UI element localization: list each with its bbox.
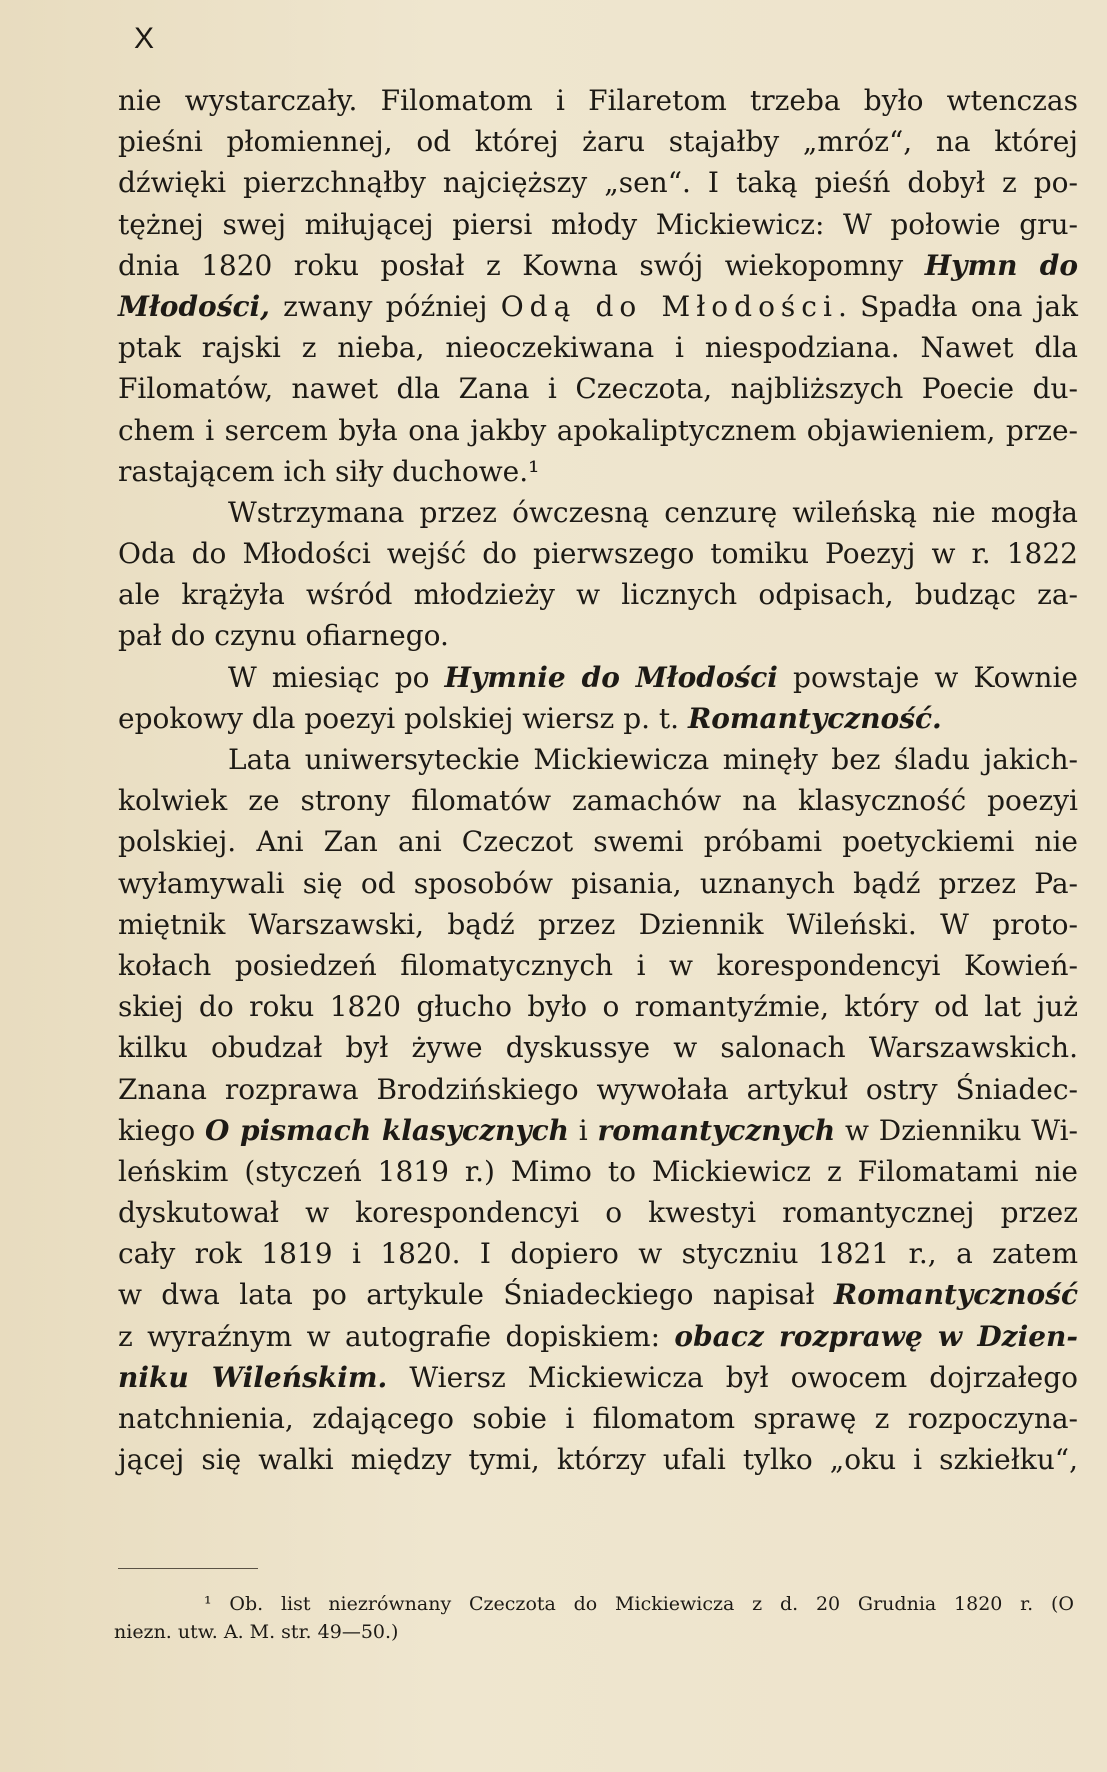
text-segment: kołach posiedzeń filomatycznych i w korespondencyi Kowień- (118, 948, 1078, 982)
text-segment: polskiej. Ani Zan ani Czeczot swemi próbami poetyckiemi nie (118, 825, 1078, 859)
text-segment: zwany później (269, 289, 501, 323)
text-segment: . Spadła ona jak (837, 289, 1078, 323)
text-segment: W miesiąc po (228, 660, 445, 694)
text-line (118, 863, 1078, 904)
text-segment: w dwa lata po artykule Śniadeckiego napisał (118, 1278, 834, 1312)
text-segment: kilku obudzał był żywe dyskussye w salonach Warszawskich. (118, 1031, 1078, 1065)
text-segment: miętnik Warszawski, bądź przez Dziennik Wileński. W proto- (118, 907, 1078, 941)
text-line (118, 657, 1078, 698)
text-line (118, 204, 1078, 245)
text-line (118, 1398, 1078, 1439)
text-segment: pieśni płomiennej, od której żaru stajałby „mróz“, na której (118, 125, 1078, 159)
text-line (118, 615, 1078, 656)
text-line (118, 821, 1078, 862)
text-segment: Znana rozprawa Brodzińskiego wywołała artykuł ostry Śniadec- (118, 1072, 1078, 1106)
text-line (118, 80, 1078, 121)
text-segment: Romantyczność (833, 1278, 1078, 1312)
text-segment: Romantyczność. (687, 701, 942, 735)
footnote-rule (118, 1568, 258, 1569)
footnote-line: niezn. utw. A. M. str. 49—50.) (114, 1621, 399, 1643)
text-line (118, 945, 1078, 986)
text-segment: chem i sercem była ona jakby apokaliptycznem objawieniem, prze- (118, 413, 1078, 447)
text-segment: O pismach klasycznych (205, 1113, 570, 1147)
text-line (118, 1069, 1078, 1110)
text-segment: leńskim (styczeń 1819 r.) Mimo to Mickiewicz z Filomatami nie (118, 1154, 1078, 1188)
text-line (118, 533, 1078, 574)
text-line (118, 327, 1078, 368)
text-line (118, 780, 1078, 821)
footnote (114, 1590, 1074, 1646)
text-segment: Wstrzymana przez ówczesną cenzurę wileńską nie mogła (228, 495, 1078, 529)
text-line (118, 1439, 1078, 1480)
text-line (118, 492, 1078, 533)
text-line (118, 368, 1078, 409)
text-segment: Odą do Młodości (500, 289, 838, 323)
text-segment: powstaje w Kownie (777, 660, 1078, 694)
text-line (118, 1357, 1078, 1398)
text-line (118, 698, 1078, 739)
text-segment: Młodości, (118, 289, 270, 323)
text-segment: cały rok 1819 i 1820. I dopiero w styczniu 1821 r., a zatem (118, 1237, 1078, 1271)
text-segment: ptak rajski z nieba, nieoczekiwana i niespodziana. Nawet dla (118, 331, 1078, 365)
body-text (118, 80, 1078, 1480)
text-segment: epokowy dla poezyi polskiej wiersz p. t. (118, 701, 688, 735)
text-segment: dźwięki pierzchnąłby najcięższy „sen“. I taką pieśń dobył z po- (118, 166, 1078, 200)
text-segment: ale krążyła wśród młodzieży w licznych odpisach, budząc za- (118, 578, 1078, 612)
text-segment: romantycznych (597, 1113, 836, 1147)
text-segment: skiej do roku 1820 głucho było o romantyźmie, który od lat już (118, 990, 1078, 1024)
text-line (118, 1274, 1078, 1315)
page-number: X (134, 22, 156, 55)
text-line (118, 1110, 1078, 1151)
text-segment: pał do czynu ofiarnego. (118, 619, 449, 653)
text-line (118, 451, 1078, 492)
text-line (118, 1316, 1078, 1357)
text-line (118, 410, 1078, 451)
text-segment: w Dzienniku Wi- (835, 1113, 1078, 1147)
text-segment: Filomatów, nawet dla Zana i Czeczota, najbliższych Poecie du- (118, 372, 1078, 406)
text-line (118, 121, 1078, 162)
text-line (118, 904, 1078, 945)
text-line (118, 986, 1078, 1027)
text-segment: kolwiek ze strony filomatów zamachów na klasyczność poezyi (118, 784, 1078, 818)
text-segment: Hymnie do Młodości (444, 660, 778, 694)
text-segment: natchnienia, zdającego sobie i filomatom sprawę z rozpoczyna- (118, 1402, 1078, 1435)
text-line (118, 286, 1078, 327)
text-line (118, 1192, 1078, 1233)
text-segment: niku Wileńskim. (118, 1360, 388, 1394)
text-segment: obacz rozprawę w Dzien- (674, 1319, 1078, 1353)
text-segment: Hymn do (924, 248, 1078, 282)
footnote-line: ¹ Ob. list niezrównany Czeczota do Mickiewicza z d. 20 Grudnia 1820 r. (O (204, 1593, 1074, 1615)
text-segment: Lata uniwersyteckie Mickiewicza minęły bez śladu jakich- (228, 743, 1078, 776)
text-segment: rastającem ich siły duchowe.¹ (118, 454, 540, 488)
text-segment: dnia 1820 roku posłał z Kowna swój wiekopomny (118, 248, 925, 282)
text-segment: nie wystarczały. Filomatom i Filaretom trzeba było wtenczas (118, 84, 1078, 117)
text-segment: jącej się walki między tymi, którzy ufali tylko „oku i szkiełku“, (118, 1443, 1078, 1477)
text-line (118, 245, 1078, 286)
text-segment: i (569, 1113, 598, 1147)
text-segment: kiego (118, 1113, 206, 1147)
text-line (118, 574, 1078, 615)
text-line (118, 1151, 1078, 1192)
text-line (118, 162, 1078, 203)
text-segment: Wiersz Mickiewicza był owocem dojrzałego (387, 1360, 1078, 1394)
text-line (118, 739, 1078, 780)
text-line (118, 1233, 1078, 1274)
text-segment: dyskutował w korespondencyi o kwestyi romantycznej przez (118, 1196, 1078, 1230)
text-segment: z wyraźnym w autografie dopiskiem: (118, 1319, 675, 1353)
text-segment: wyłamywali się od sposobów pisania, uznanych bądź przez Pa- (118, 866, 1078, 900)
text-segment: tężnej swej miłującej piersi młody Mickiewicz: W połowie gru- (118, 207, 1078, 241)
text-segment: Oda do Młodości wejść do pierwszego tomiku Poezyj w r. 1822 (118, 537, 1078, 571)
text-line (118, 1027, 1078, 1068)
